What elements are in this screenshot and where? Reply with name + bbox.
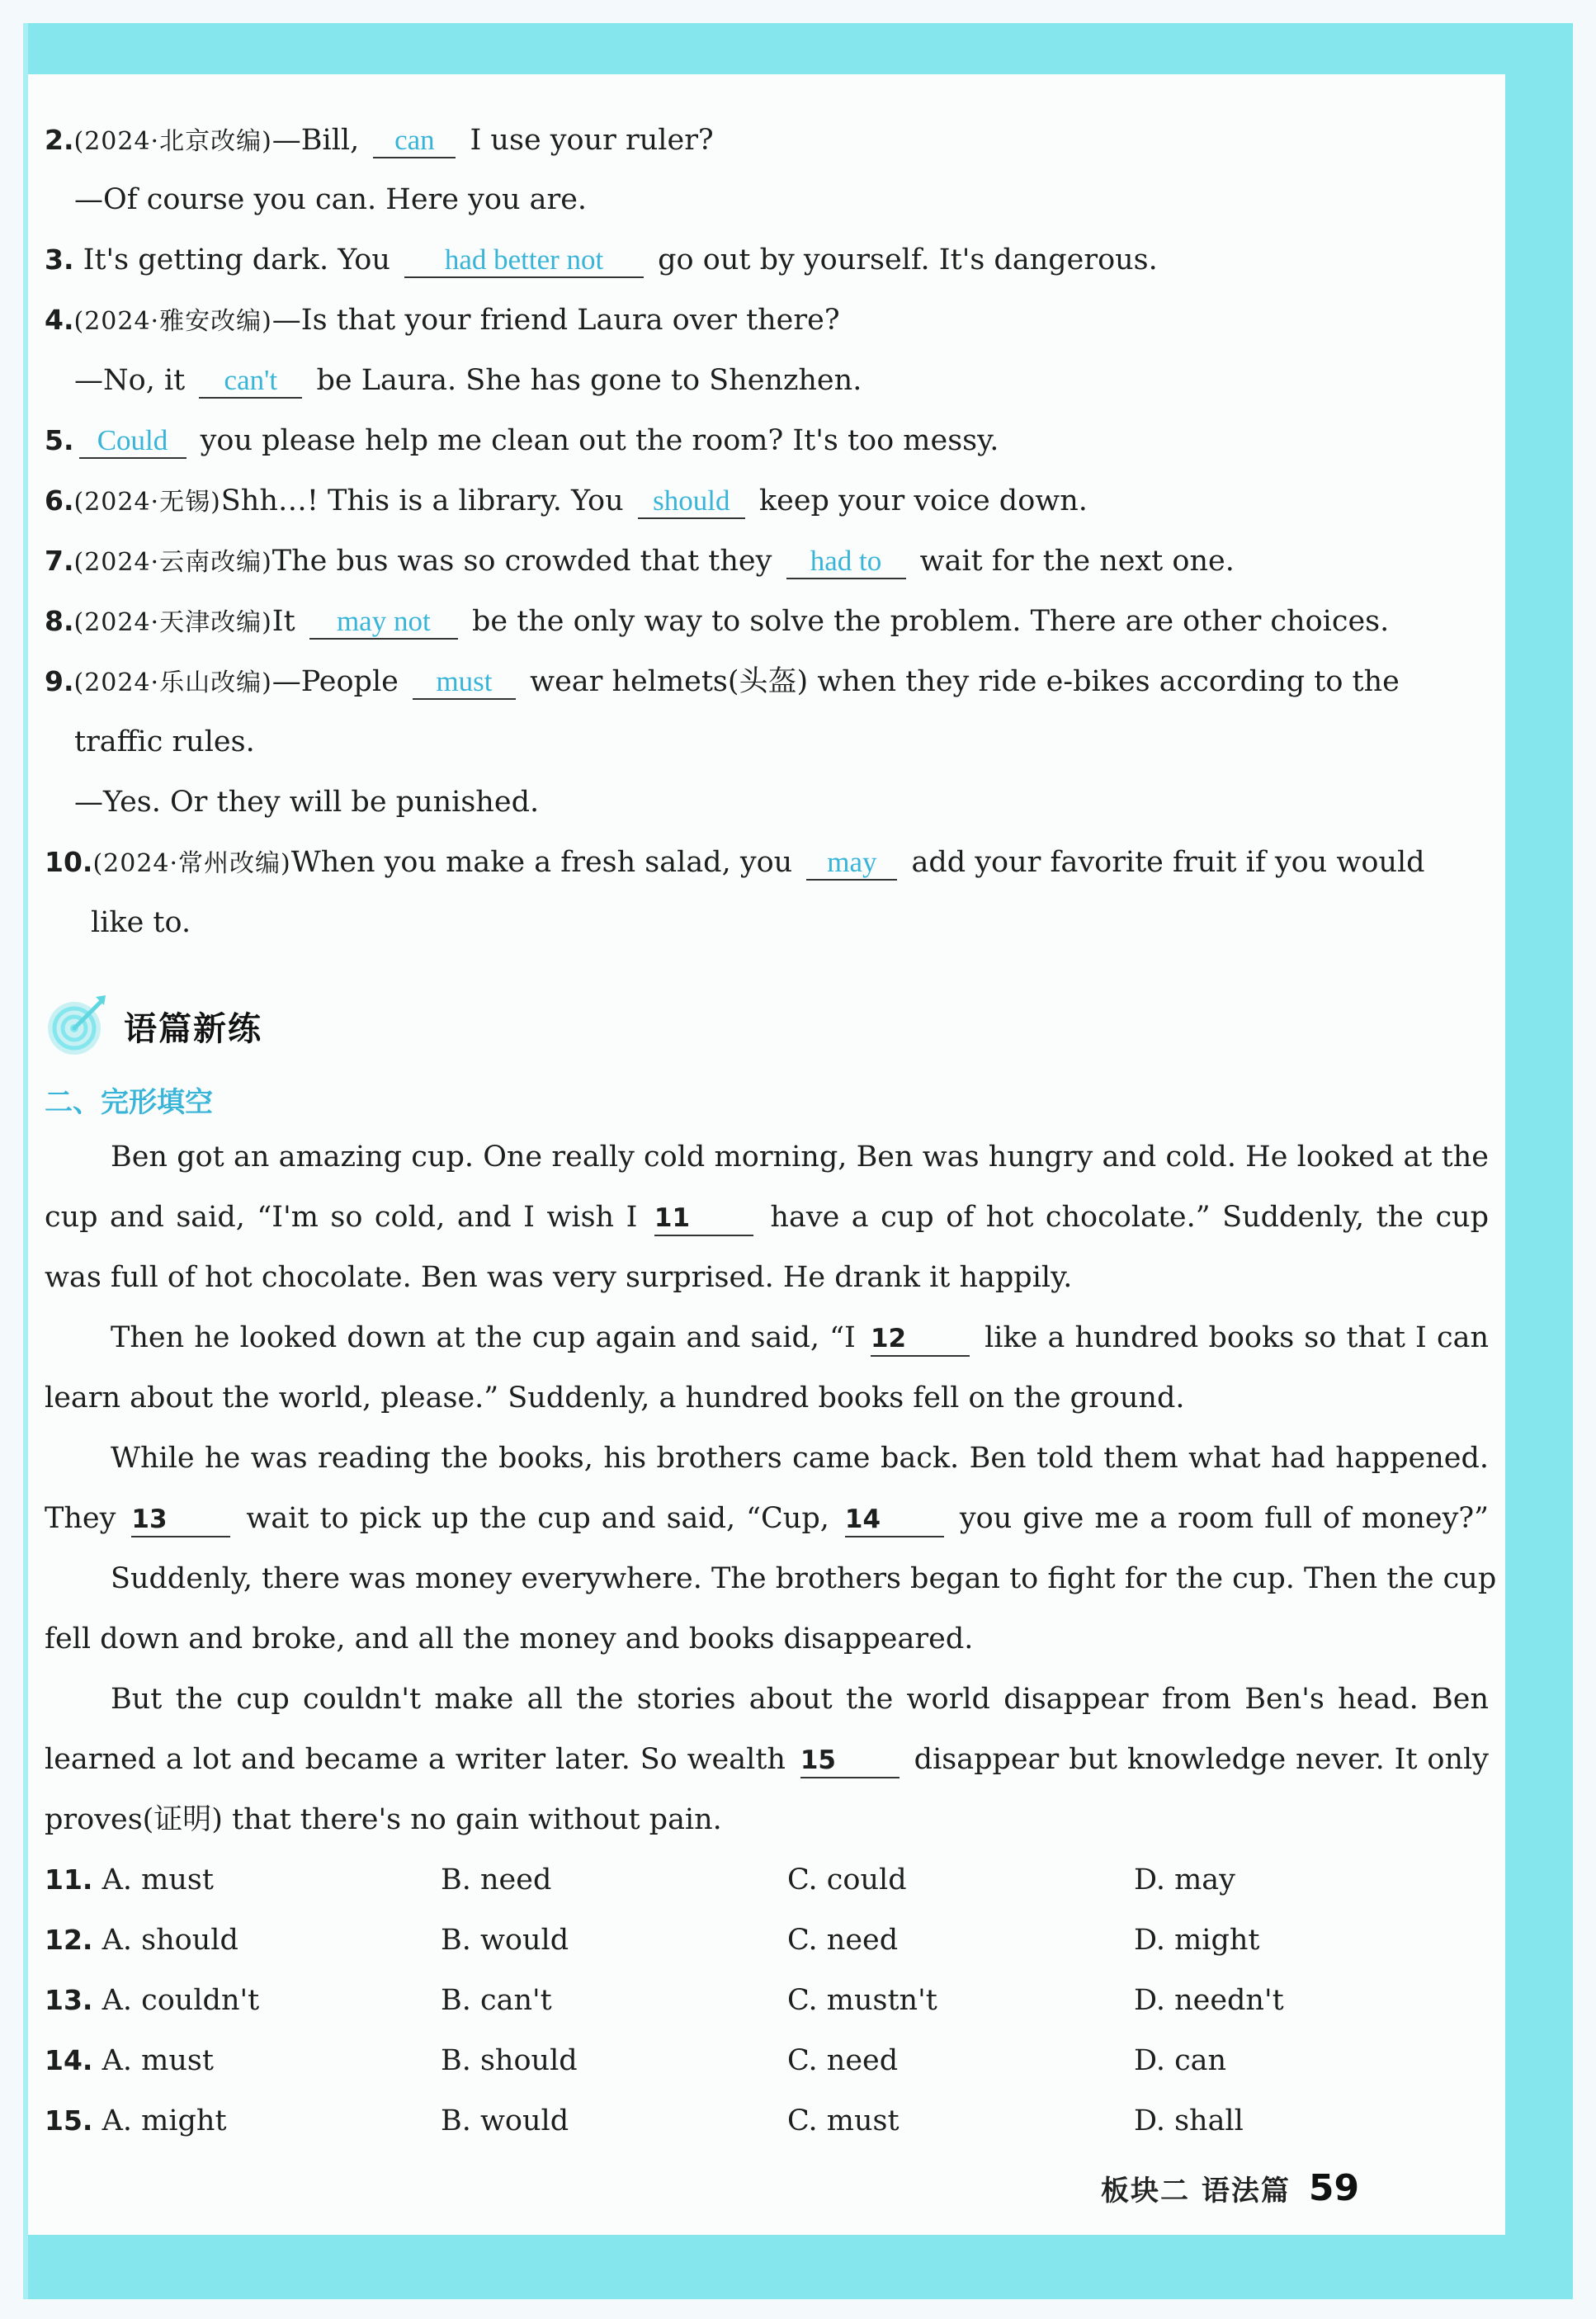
exercise-6: 6.(2024·无锡)Shh…! This is a library. You should keep your voice down. xyxy=(45,484,1088,517)
answer-blank: can't xyxy=(199,364,302,399)
exercise-8: 8.(2024·天津改编)It may not be the only way to solve the problem. There are other choices. xyxy=(45,605,1390,638)
option-row: 13. A. couldn't B. can't C. mustn't D. needn't xyxy=(45,1984,1284,2017)
passage-line: fell down and broke, and all the money and books disappeared. xyxy=(45,1622,974,1655)
answer-blank: had better not xyxy=(404,243,644,278)
option-row: 12. A. should B. would C. need D. might xyxy=(45,1924,1260,1957)
exercise-10-cont: like to. xyxy=(91,906,191,939)
passage-line: They 13 wait to pick up the cup and said, “Cup, 14 you give me a room full of money?” xyxy=(45,1500,1489,1537)
passage-line: cup and said, “I'm so cold, and I wish I 11 have a cup of hot chocolate.” Suddenly, the cup xyxy=(45,1199,1489,1236)
exercise-4: 4.(2024·雅安改编)—Is that your friend Laura over there? xyxy=(45,304,840,337)
worksheet-page xyxy=(28,74,1505,2235)
passage-line: Ben got an amazing cup. One really cold morning, Ben was hungry and cold. He looked at the xyxy=(111,1141,1489,1174)
page-footer xyxy=(1101,2167,1359,2209)
exercise-9-reply: —Yes. Or they will be punished. xyxy=(74,786,540,819)
exercise-9: 9.(2024·乐山改编)—People must wear helmets(头盔) when they ride e-bikes according to the xyxy=(45,665,1400,698)
answer-blank: may xyxy=(806,846,897,881)
answer-blank: may not xyxy=(309,605,458,640)
exercise-10: 10.(2024·常州改编)When you make a fresh salad, you may add your favorite fruit if you would xyxy=(45,846,1425,879)
exercise-2: 2.(2024·北京改编)—Bill, can I use your ruler? xyxy=(45,124,714,157)
cloze-blank-11: 11 xyxy=(654,1202,753,1236)
option-row: 15. A. might B. would C. must D. shall xyxy=(45,2104,1244,2137)
passage-line: was full of hot chocolate. Ben was very surprised. He drank it happily. xyxy=(45,1261,1073,1294)
page-number: 59 xyxy=(1308,2167,1360,2209)
answer-blank: should xyxy=(638,484,745,519)
cloze-blank-14: 14 xyxy=(845,1503,944,1537)
exercise-9-cont: traffic rules. xyxy=(74,725,255,758)
section-header xyxy=(45,989,262,1063)
answer-blank: Could xyxy=(79,424,187,459)
bottom-border-band xyxy=(23,2235,1573,2299)
option-row: 14. A. must B. should C. need D. can xyxy=(45,2044,1227,2077)
exercise-2-reply: —Of course you can. Here you are. xyxy=(74,183,588,216)
exercise-4-reply: —No, it can't be Laura. She has gone to Shenzhen. xyxy=(74,364,862,397)
right-border-band xyxy=(1505,23,1573,2235)
footer-section-label: 板块二 语法篇 xyxy=(1101,2175,1291,2208)
answer-blank: must xyxy=(413,665,516,700)
option-row: 11. A. must B. need C. could D. may xyxy=(45,1863,1235,1896)
cloze-blank-15: 15 xyxy=(800,1744,900,1778)
target-icon xyxy=(45,992,112,1060)
cloze-blank-13: 13 xyxy=(131,1503,230,1537)
cloze-subtitle: 二、完形填空 xyxy=(45,1086,213,1119)
top-border-band xyxy=(23,23,1573,74)
answer-blank: had to xyxy=(786,545,906,579)
exercise-3: 3. It's getting dark. You had better not go out by yourself. It's dangerous. xyxy=(45,243,1158,276)
passage-line: While he was reading the books, his brothers came back. Ben told them what had happened. xyxy=(111,1442,1489,1475)
passage-line: But the cup couldn't make all the stories about the world disappear from Ben's head. Ben xyxy=(111,1683,1489,1716)
exercise-7: 7.(2024·云南改编)The bus was so crowded that they had to wait for the next one. xyxy=(45,545,1235,578)
passage-line: learned a lot and became a writer later. So wealth 15 disappear but knowledge never. It only xyxy=(45,1741,1489,1778)
passage-line: learn about the world, please.” Suddenly, a hundred books fell on the ground. xyxy=(45,1381,1185,1415)
section-title: 语篇新练 xyxy=(124,1009,262,1048)
exercise-5: 5. Could you please help me clean out the room? It's too messy. xyxy=(45,424,999,457)
passage-line: proves(证明) that there's no gain without pain. xyxy=(45,1803,722,1836)
passage-line: Then he looked down at the cup again and said, “I 12 like a hundred books so that I can xyxy=(111,1320,1489,1357)
passage-line: Suddenly, there was money everywhere. The brothers began to fight for the cup. Then the cup xyxy=(111,1562,1497,1595)
cloze-blank-12: 12 xyxy=(871,1322,970,1357)
answer-blank: can xyxy=(373,124,456,158)
